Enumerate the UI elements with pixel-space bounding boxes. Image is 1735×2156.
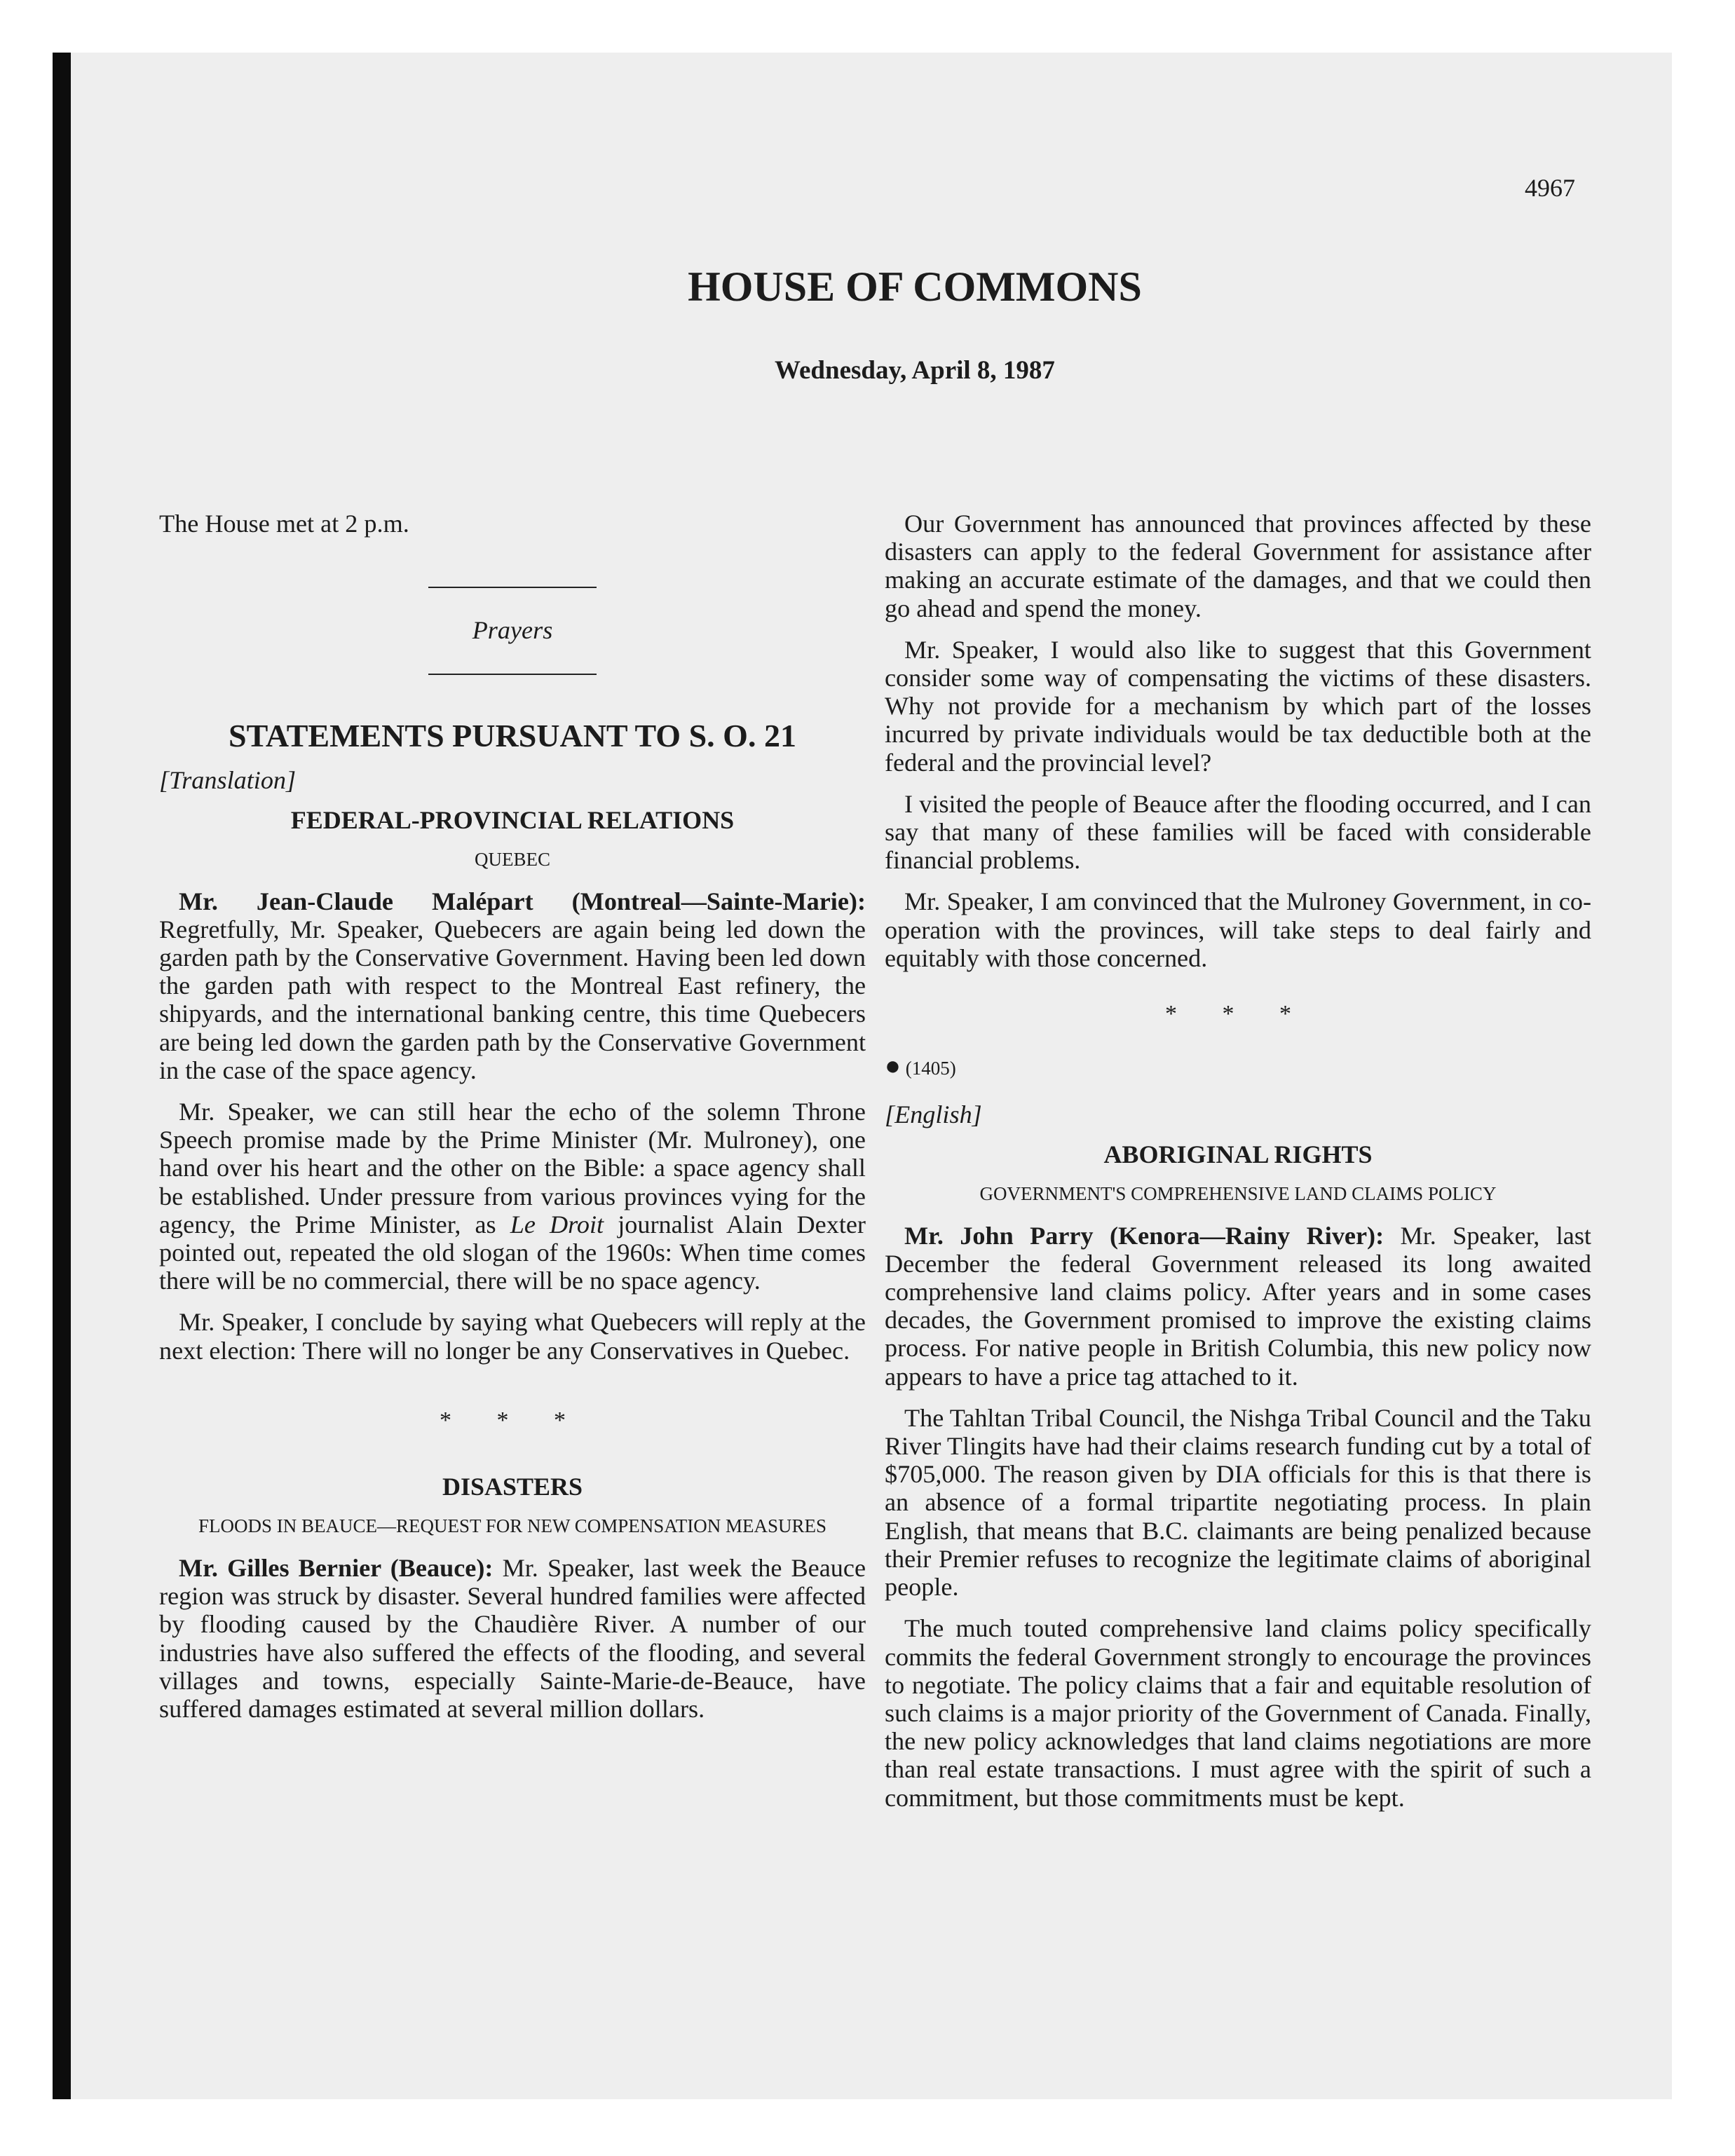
paragraph: Our Government has announced that provinces affected by these disasters can apply to the federal Government for assistance after making an accurate estimate of the damages, and that we could then go ahead and spend the money. xyxy=(885,510,1591,622)
speaker-name: Mr. Gilles Bernier (Beauce): xyxy=(179,1554,494,1583)
right-column xyxy=(885,510,1591,1825)
paragraph xyxy=(159,1554,866,1723)
time-marker xyxy=(885,1052,1591,1082)
paragraph-text: journalist Alain Dexter pointed out, repeated the old slogan of the 1960s: When time comes there will be no commercial, there will be no space agency. xyxy=(159,1210,866,1295)
paragraph: Mr. Speaker, I am convinced that the Mulroney Government, in co-operation with the provinces, will take steps to deal fairly and equitably with those concerned. xyxy=(885,887,1591,972)
english-tag: [English] xyxy=(885,1100,982,1129)
paragraph: Mr. Speaker, I conclude by saying what Quebecers will reply at the next election: There will no longer be any Conservatives in Quebec. xyxy=(159,1308,866,1365)
prayers-label: Prayers xyxy=(472,616,553,645)
section-heading-disasters: DISASTERS xyxy=(442,1473,583,1501)
paragraph xyxy=(159,1098,866,1295)
page-number: 4967 xyxy=(1525,174,1575,202)
statements-heading: STATEMENTS PURSUANT TO S. O. 21 xyxy=(229,718,796,754)
bullet-icon: ● xyxy=(885,1051,901,1082)
section-subheading-floods: FLOODS IN BEAUCE—REQUEST FOR NEW COMPENSATION MEASURES xyxy=(198,1515,827,1537)
section-heading-aboriginal: ABORIGINAL RIGHTS xyxy=(1103,1140,1373,1168)
paragraph xyxy=(159,887,866,1084)
opening-line: The House met at 2 p.m. xyxy=(159,510,409,538)
speaker-name: Mr. Jean-Claude Malépart (Montreal—Sainte-Marie): xyxy=(179,887,866,915)
paragraph xyxy=(885,1222,1591,1391)
divider-rule xyxy=(428,587,597,588)
time-marker-text: (1405) xyxy=(905,1058,956,1079)
section-heading-federal-provincial: FEDERAL-PROVINCIAL RELATIONS xyxy=(290,805,735,834)
paragraph: The much touted comprehensive land claims policy specifically commits the federal Government strongly to encourage the provinces to negotiate. The policy claims that a fair and equitable resolution of such claims is a major priority of the Government of Canada. Finally, the new policy acknowledges that land claims negotiations are more than real estate transactions. I must agree with the spirit of such a commitment, but those commitments must be kept. xyxy=(885,1614,1591,1812)
sitting-date: Wednesday, April 8, 1987 xyxy=(775,356,1055,385)
section-separator: * * * xyxy=(1165,1001,1311,1028)
paragraph-text: Regretfully, Mr. Speaker, Quebecers are again being led down the garden path by the Conservative Government. Having been led down the garden path with respect to the Montreal East refinery, the shipyards, and the international banking centre, this time Quebecers are being led down the garden path by the Conservative Government in the case of the space agency. xyxy=(159,915,866,1084)
section-separator: * * * xyxy=(440,1407,585,1433)
translation-tag: [Translation] xyxy=(159,766,297,795)
paragraph-text: Mr. Speaker, we can still hear the echo of the solemn Throne Speech promise made by the Prime Minister (Mr. Mulroney), one hand over his heart and the other on the Bible: a space agency shall be established. Under pressure from various provinces vying for the agency, the Prime Minister, as xyxy=(159,1098,866,1239)
section-subheading-land-claims: GOVERNMENT'S COMPREHENSIVE LAND CLAIMS POLICY xyxy=(979,1182,1497,1204)
page-title: HOUSE OF COMMONS xyxy=(688,264,1142,310)
section-subheading-quebec: QUEBEC xyxy=(475,848,550,870)
paragraph: Mr. Speaker, I would also like to suggest that this Government consider some way of compensating the victims of these disasters. Why not provide for a mechanism by which part of the losses incurred by private individuals would be tax deductible both at the federal and the provincial level? xyxy=(885,635,1591,777)
paragraph: I visited the people of Beauce after the flooding occurred, and I can say that many of these families will be faced with considerable financial problems. xyxy=(885,789,1591,875)
paragraph-text: Mr. Speaker, last week the Beauce region was struck by disaster. Several hundred families were affected by flooding caused by the Chaudière River. A number of our industries have also suffered the effects of the flooding, and several villages and towns, especially Sainte-Marie-de-Beauce, have suffered damages estimated at several million dollars. xyxy=(159,1554,866,1724)
paragraph-text: Mr. Speaker, last December the federal Government released its long awaited comprehensive land claims policy. After years and in some cases decades, the Government promised to improve the existing claims process. For native people in British Columbia, this new policy now appears to have a price tag attached to it. xyxy=(885,1221,1591,1391)
paragraph: The Tahltan Tribal Council, the Nishga Tribal Council and the Taku River Tlingits have had their claims research funding cut by a total of $705,000. The reason given by DIA officials for this is that there is an absence of a formal tripartite negotiating process. In plain English, that means that B.C. claimants are being penalized because their Premier refuses to recognize the legitimate claims of aboriginal people. xyxy=(885,1403,1591,1602)
divider-rule xyxy=(428,674,597,675)
left-column xyxy=(159,510,866,1736)
hansard-page xyxy=(53,53,1672,2099)
newspaper-name: Le Droit xyxy=(510,1210,604,1239)
speaker-name: Mr. John Parry (Kenora—Rainy River): xyxy=(904,1221,1384,1250)
